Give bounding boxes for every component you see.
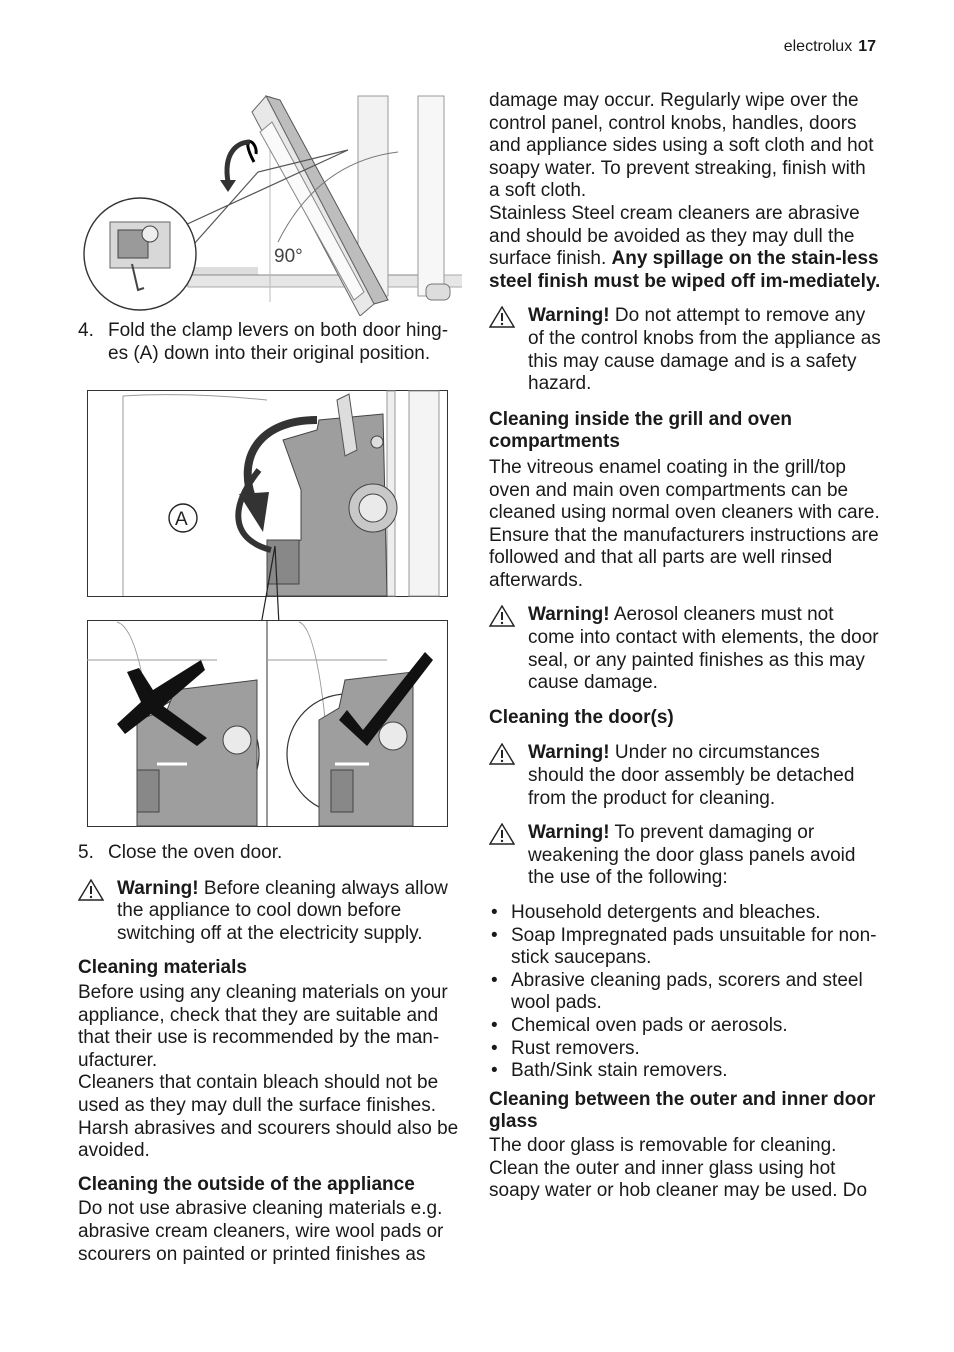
warning-icon <box>489 742 528 810</box>
warning-aerosol: Warning! Aerosol cleaners must not come into contact with elements, the door seal, or any painted finishes as this may cause damage. <box>489 604 881 694</box>
warning-icon <box>78 878 117 946</box>
hinge-lever-illustration <box>87 390 449 828</box>
list-item: • Household detergents and bleaches. <box>491 902 821 923</box>
warning-icon <box>489 604 528 694</box>
part-a-label: A <box>175 509 188 530</box>
list-item: • Soap Impregnated pads unsuitable for non-stick saucepans. <box>491 924 877 969</box>
heading-cleaning-outside: Cleaning the outside of the appliance <box>78 1173 415 1195</box>
list-item: • Rust removers. <box>491 1037 640 1059</box>
step-4: 4. Fold the clamp levers on both door hing-es (A) down into their original position. <box>78 320 464 365</box>
angle-label: 90° <box>274 246 303 267</box>
paragraph: Ensure that the manufacturers instructions are followed and that all parts are well rinsed afterwards. <box>489 524 879 591</box>
avoid-list <box>489 902 881 1083</box>
list-item: • Abrasive cleaning pads, scorers and steel wool pads. <box>491 969 863 1014</box>
step-5-text: Close the oven door. <box>108 842 283 863</box>
paragraph: damage may occur. Regularly wipe over the control panel, control knobs, handles, doors and appliance sides using a soft cloth and hot soapy water. To prevent streaking, finish with a soft cloth. <box>489 90 874 202</box>
page-number: 17 <box>858 38 876 55</box>
paragraph: Stainless Steel cream cleaners are abrasive and should be avoided as they may dull the surface finish. Any spillage on the stain-less steel finish must be wiped off im-mediately. <box>489 202 881 292</box>
page-header <box>784 38 876 56</box>
heading-cleaning-doors: Cleaning the door(s) <box>489 706 674 728</box>
warning-control-knobs: Warning! Do not attempt to remove any of the control knobs from the appliance as this may cause damage and is a safety hazard. <box>489 305 881 395</box>
warning-icon <box>489 305 528 395</box>
paragraph: The door glass is removable for cleaning. Clean the outer and inner glass using hot soapy water or hob cleaner may be used. Do <box>489 1134 868 1202</box>
heading-cleaning-door-glass: Cleaning between the outer and inner door glass <box>489 1088 876 1133</box>
step-4-text: Fold the clamp levers on both door hing-es (A) down into their original position. <box>108 320 449 364</box>
step-5: 5. Close the oven door. <box>78 842 283 863</box>
warning-door-glass: Warning! To prevent damaging or weakening the door glass panels avoid the use of the following: <box>489 822 881 890</box>
paragraph: Before using any cleaning materials on your appliance, check that they are suitable and that their use is recommended by the man-ufacturer. <box>78 981 448 1071</box>
oven-door-hinge-illustration <box>78 92 462 316</box>
paragraph: The vitreous enamel coating in the grill/top oven and main oven compartments can be cleaned using normal oven cleaners with care. <box>489 456 880 524</box>
heading-cleaning-inside: Cleaning inside the grill and oven compartments <box>489 408 792 453</box>
heading-cleaning-materials: Cleaning materials <box>78 957 247 979</box>
list-item: • Chemical oven pads or aerosols. <box>491 1014 788 1036</box>
warning-cool-down: Warning! Before cleaning always allow the appliance to cool down before switching off at the electricity supply. <box>78 878 464 946</box>
warning-icon <box>489 822 528 890</box>
warning-door-assembly: Warning! Under no circumstances should the door assembly be detached from the product for cleaning. <box>489 742 881 810</box>
paragraph: Cleaners that contain bleach should not be used as they may dull the surface finishes. Harsh abrasives and scourers should also be avoided. <box>78 1072 459 1162</box>
paragraph: Do not use abrasive cleaning materials e.g. abrasive cream cleaners, wire wool pads or scourers on painted or printed finishes as <box>78 1198 444 1265</box>
brand-name: electrolux <box>783 38 853 55</box>
list-item: • Bath/Sink stain removers. <box>491 1060 728 1082</box>
